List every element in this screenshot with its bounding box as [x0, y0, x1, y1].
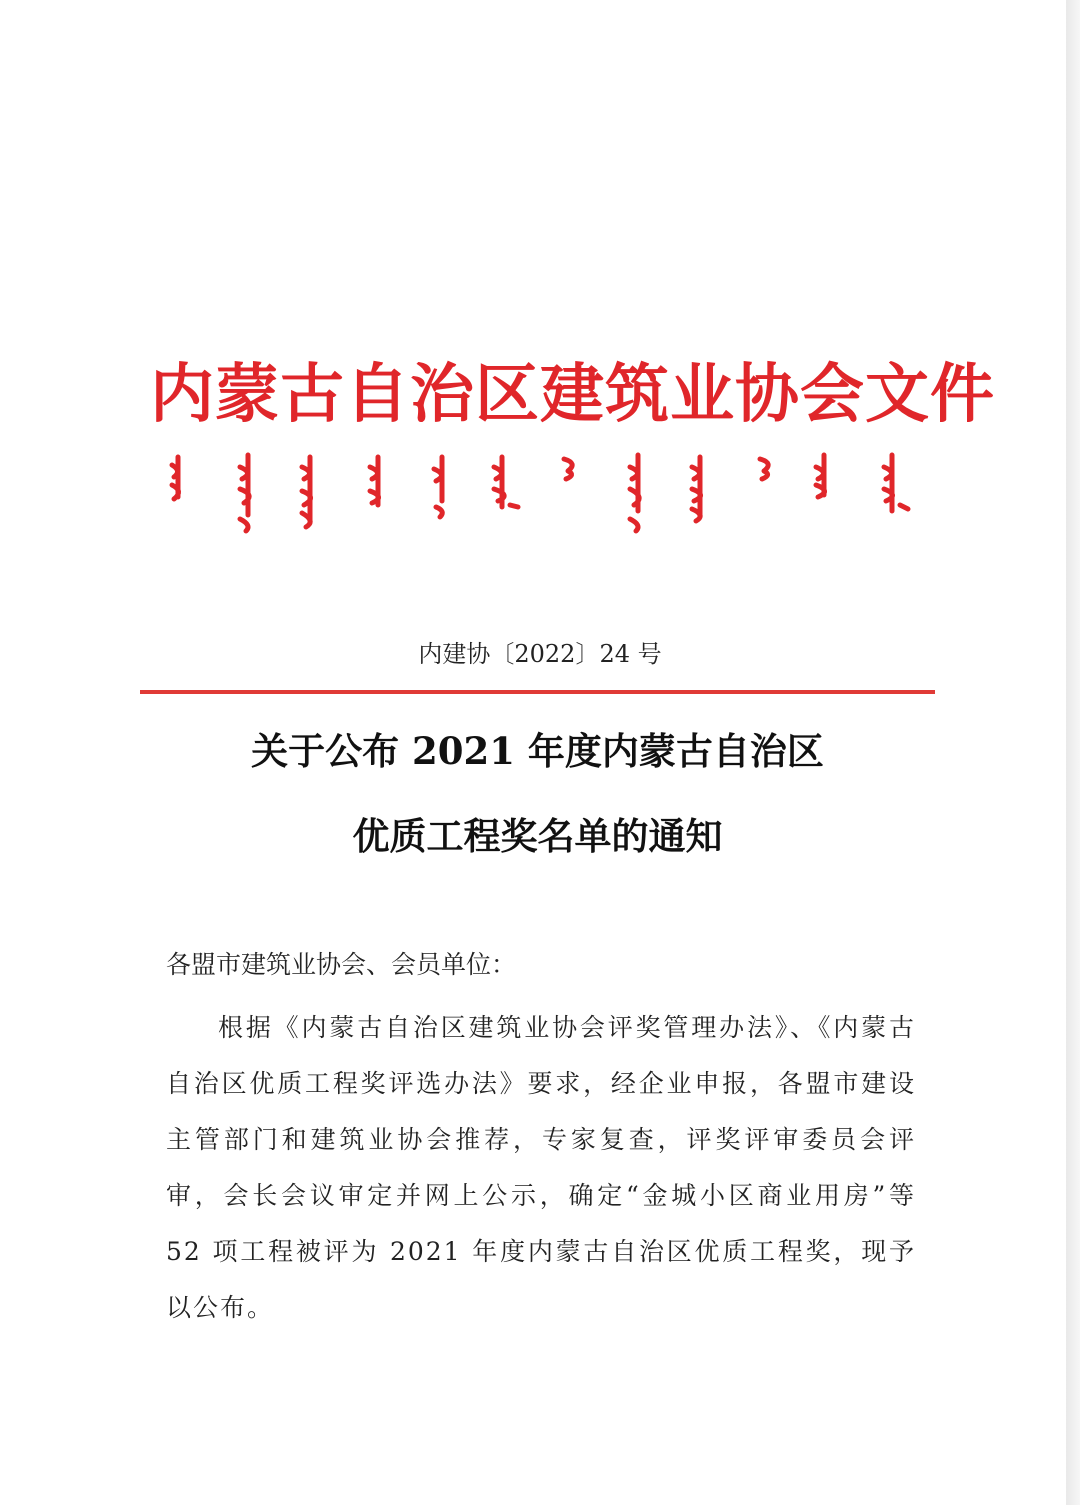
notice-title-line-2: 优质工程奖名单的通知 [352, 814, 723, 858]
mongolian-script-header [160, 445, 920, 545]
salutation: 各盟市建筑业协会、会员单位： [166, 950, 517, 979]
red-divider-line [140, 690, 935, 694]
page-edge-shadow [1066, 0, 1080, 1505]
document-number: 内建协〔2022〕24 号 [418, 640, 662, 668]
notice-title-line-1: 关于公布 2021 年度内蒙古自治区 [251, 729, 824, 773]
document-header-title: 内蒙古自治区建筑业协会文件 [150, 358, 995, 432]
body-paragraph: 根据《内蒙古自治区建筑业协会评奖管理办法》、《内蒙古自治区优质工程奖评选办法》要求，经企业申报，各盟市建设主管部门和建筑业协会推荐，专家复查，评奖评审委员会评审，会长会议审定并网上公示，确定“金城小区商业用房”等 52 项工程被评为 2021 年度内蒙古自治区优质工程奖，现予以公布。 [166, 1013, 916, 1322]
